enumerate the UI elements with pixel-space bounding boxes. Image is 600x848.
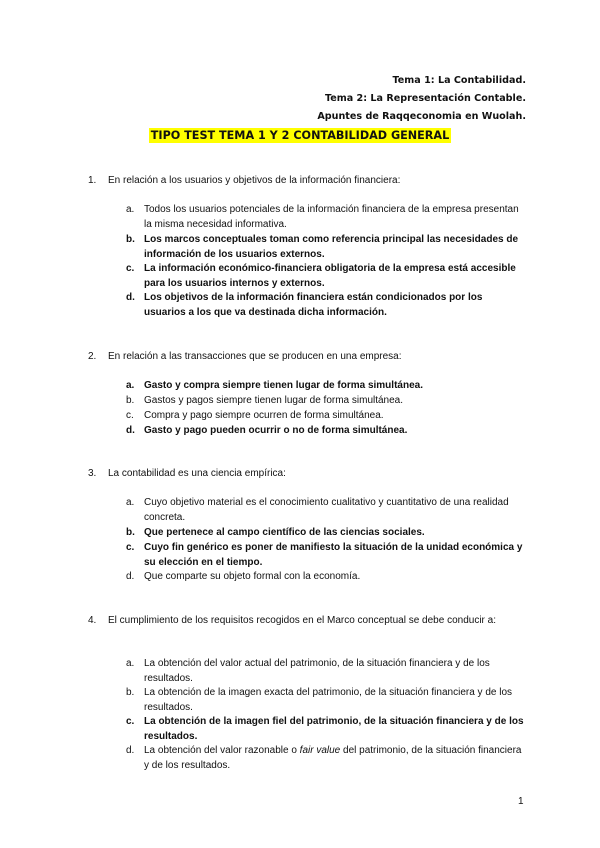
option-text: Los objetivos de la información financiera están condicionados por los usuarios a los que va destinada dicha información. [144, 292, 483, 318]
question-number: 1. [88, 175, 97, 186]
question-text: En relación a los usuarios y objetivos de la información financiera: [108, 175, 401, 186]
option-text: Que pertenece al campo científico de las ciencias sociales. [144, 527, 425, 538]
page-number: 1 [518, 796, 524, 807]
option-text: Cuyo fin genérico es poner de manifiesto la situación de la unidad económica y su elección en el tiempo. [144, 542, 523, 568]
option-text: La obtención de la imagen fiel del patrimonio, de la situación financiera y de los resultados. [144, 716, 524, 742]
header-line-source: Apuntes de Raqqeconomia en Wuolah. [317, 111, 526, 122]
option-letter: c. [126, 716, 135, 727]
document-title [0, 126, 600, 144]
option-letter: c. [126, 542, 135, 553]
option-text [144, 743, 524, 773]
option-text: Todos los usuarios potenciales de la información financiera de la empresa presentan la misma necesidad informativa. [144, 204, 519, 230]
question-text: En relación a las transacciones que se producen en una empresa: [108, 351, 402, 362]
option-text-after: del patrimonio, de la situación financiera y de los resultados. [144, 745, 522, 771]
question-number: 3. [88, 468, 97, 479]
option-text: Gastos y pagos siempre tienen lugar de forma simultánea. [144, 395, 404, 406]
option-text: Gasto y compra siempre tienen lugar de forma simultánea. [144, 380, 423, 391]
question-text: El cumplimiento de los requisitos recogidos en el Marco conceptual se debe conducir a: [108, 615, 496, 626]
option-letter: b. [126, 687, 135, 698]
option-text: Gasto y pago pueden ocurrir o no de forma simultánea. [144, 425, 408, 436]
option-text: Cuyo objetivo material es el conocimiento cualitativo y cuantitativo de una realidad concreta. [144, 497, 509, 523]
option-letter: d. [126, 425, 135, 436]
question-text: La contabilidad es una ciencia empírica: [108, 468, 286, 479]
option-letter: b. [126, 527, 135, 538]
option-text: Compra y pago siempre ocurren de forma simultánea. [144, 410, 384, 421]
option-text: La información económico-financiera obligatoria de la empresa está accesible para los usuarios internos y externos. [144, 263, 516, 289]
option-letter: d. [126, 292, 135, 303]
option-letter: b. [126, 234, 135, 245]
option-text-before: La obtención del valor razonable o [144, 745, 300, 756]
header-line-tema-1: Tema 1: La Contabilidad. [392, 75, 526, 86]
highlighted-title: TIPO TEST TEMA 1 Y 2 CONTABILIDAD GENERAL [150, 129, 450, 142]
option-letter: b. [126, 395, 135, 406]
option-text: La obtención de la imagen exacta del patrimonio, de la situación financiera y de los resultados. [144, 687, 513, 713]
question-number: 4. [88, 615, 97, 626]
option-letter: d. [126, 745, 135, 756]
option-letter: a. [126, 658, 135, 669]
question-number: 2. [88, 351, 97, 362]
option-letter: d. [126, 571, 135, 582]
option-text: Que comparte su objeto formal con la economía. [144, 571, 361, 582]
option-letter: a. [126, 497, 135, 508]
option-text: Los marcos conceptuales toman como referencia principal las necesidades de información de los usuarios externos. [144, 234, 519, 260]
option-letter: a. [126, 380, 135, 391]
option-letter: a. [126, 204, 135, 215]
fair-value-italic: fair value [299, 745, 341, 756]
header-line-tema-2: Tema 2: La Representación Contable. [324, 93, 526, 104]
option-letter: c. [126, 263, 135, 274]
option-text: La obtención del valor actual del patrimonio, de la situación financiera y de los resultados. [144, 658, 490, 684]
document-header [317, 72, 526, 126]
option-letter: c. [126, 410, 134, 421]
